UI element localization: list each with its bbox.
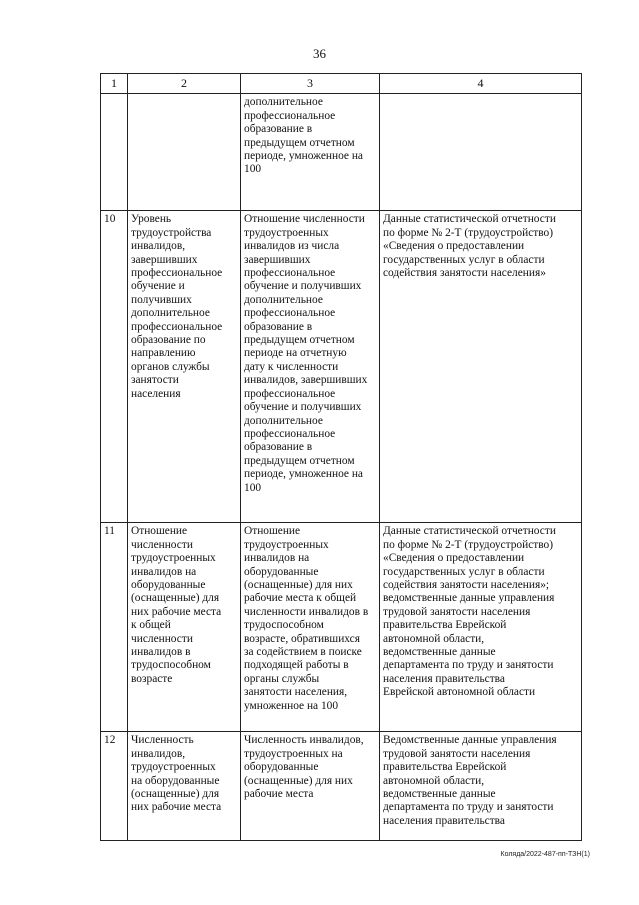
column-header-4: 4: [380, 74, 582, 94]
row-number-text: 12: [104, 734, 116, 747]
table-row: [101, 732, 582, 841]
calculation-method-text: Отношение численности трудоустроенных инвалидов из числа завершивших профессиональное обучение и получивших дополнительное профессиональное образование в предыдущем отчетном периоде на отчетную дату к численности инвалидов, завершивших профессиональное обучение и получивших дополнительное профессиональное образование в предыдущем отчетном периоде, умноженное на 100: [244, 213, 368, 494]
calculation-method-text: дополнительное профессиональное образование в предыдущем отчетном периоде, умноженное на 100: [244, 96, 363, 176]
table-row: [101, 211, 582, 523]
indicator-name-text: Уровень трудоустройства инвалидов, завершивших профессиональное обучение и получивших дополнительное профессиональное образование по направлению органов службы занятости населения: [131, 213, 223, 400]
table-row: [101, 523, 582, 732]
row-number: [101, 523, 128, 732]
data-source-cell: [380, 211, 582, 523]
row-number-text: 10: [104, 213, 116, 226]
calculation-method-text: Численность инвалидов, трудоустроенных на оборудованные (оснащенные) для них рабочие места: [244, 734, 364, 801]
row-number: [101, 211, 128, 523]
indicators-table: [100, 73, 582, 841]
indicator-name-cell: [128, 732, 241, 841]
column-header-3: 3: [241, 74, 380, 94]
indicator-name-cell: [128, 211, 241, 523]
data-source-cell: [380, 732, 582, 841]
data-source-text: Данные статистической отчетности по форме № 2-Т (трудоустройство) «Сведения о предоставлении государственных услуг в области содействия занятости населения»; ведомственные данные управления трудовой занятости населения правительства Еврейской автономной области, ведомственные данные департамента по труду и занятости населения правительства Еврейской автономной области: [383, 525, 556, 699]
data-source-text: Ведомственные данные управления трудовой занятости населения правительства Еврейской автономной области, ведомственные данные департамента по труду и занятости населения правительства: [383, 734, 557, 827]
indicator-name-text: Отношение численности трудоустроенных инвалидов на оборудованные (оснащенные) для них рабочие места к общей численности инвалидов в трудоспособном возрасте: [131, 525, 222, 685]
indicator-name-text: Численность инвалидов, трудоустроенных на оборудованные (оснащенные) для них рабочие места: [131, 734, 222, 814]
indicator-name-cell: [128, 523, 241, 732]
calculation-method-cell: [241, 94, 380, 211]
column-header-1: 1: [101, 74, 128, 94]
data-source-cell: [380, 523, 582, 732]
column-header-2: 2: [128, 74, 241, 94]
row-number: [101, 94, 128, 211]
page-number: 36: [313, 46, 326, 61]
row-number-text: 11: [104, 525, 115, 538]
data-source-text: Данные статистической отчетности по форме № 2-Т (трудоустройство) «Сведения о предоставлении государственных услуг в области содействия занятости населения»: [383, 213, 556, 280]
document-code: Коляда/2022-487-пп-ТЗН(1): [500, 851, 590, 858]
calculation-method-cell: [241, 732, 380, 841]
table-row: [101, 94, 582, 211]
table-header-row: [101, 74, 582, 94]
data-source-cell: [380, 94, 582, 211]
calculation-method-cell: [241, 211, 380, 523]
row-number: [101, 732, 128, 841]
indicator-name-cell: [128, 94, 241, 211]
calculation-method-cell: [241, 523, 380, 732]
calculation-method-text: Отношение трудоустроенных инвалидов на оборудованные (оснащенные) для них рабочие места к общей численности инвалидов в трудоспособном возрасте, обратившихся за содействием в поиске подходящей работы в органы службы занятости населения, умноженное на 100: [244, 525, 369, 712]
